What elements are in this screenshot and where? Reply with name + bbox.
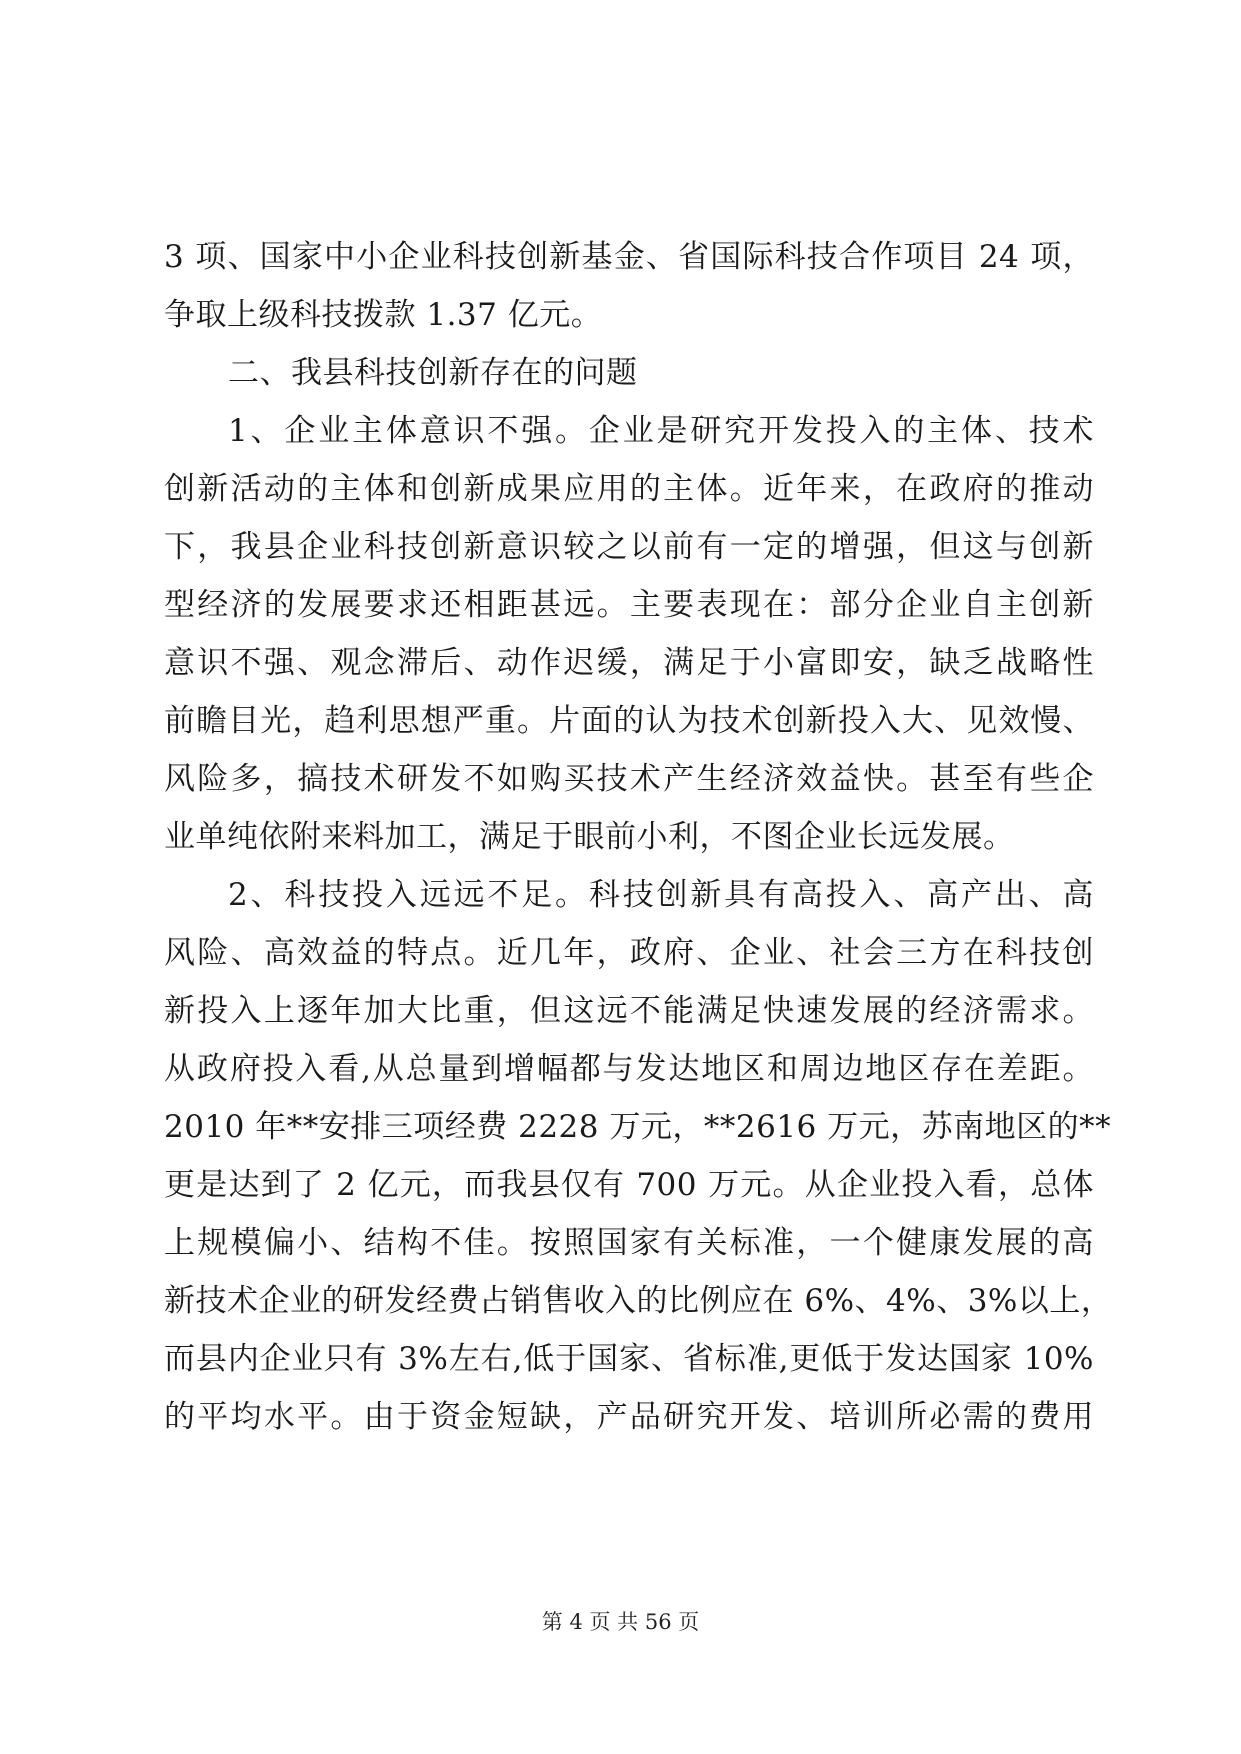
text-line: 3 项、国家中小企业科技创新基金、省国际科技合作项目 24 项， bbox=[164, 239, 1094, 275]
text-line: 前瞻目光，趋利思想严重。片面的认为技术创新投入大、见效慢、 bbox=[164, 703, 1094, 739]
text-line: 下，我县企业科技创新意识较之以前有一定的增强，但这与创新 bbox=[164, 529, 1094, 565]
text-line: 新投入上逐年加大比重，但这远不能满足快速发展的经济需求。 bbox=[164, 993, 1094, 1029]
text-line: 新技术企业的研发经费占销售收入的比例应在 6%、4%、3%以上， bbox=[164, 1283, 1113, 1319]
document-body bbox=[164, 228, 1113, 1446]
text-line: 风险、高效益的特点。近几年，政府、企业、社会三方在科技创 bbox=[164, 935, 1094, 971]
section-heading: 二、我县科技创新存在的问题 bbox=[228, 355, 638, 391]
text-line: 意识不强、观念滞后、动作迟缓，满足于小富即安，缺乏战略性 bbox=[164, 645, 1094, 681]
text-line: 争取上级科技拨款 1.37 亿元。 bbox=[164, 297, 603, 333]
text-line: 型经济的发展要求还相距甚远。主要表现在：部分企业自主创新 bbox=[164, 587, 1094, 623]
text-line: 创新活动的主体和创新成果应用的主体。近年来，在政府的推动 bbox=[164, 471, 1094, 507]
page-number-footer: 第 4 页 共 56 页 bbox=[541, 1610, 700, 1634]
text-line: 1、企业主体意识不强。企业是研究开发投入的主体、技术 bbox=[228, 413, 1094, 449]
text-line: 2、科技投入远远不足。科技创新具有高投入、高产出、高 bbox=[228, 877, 1094, 913]
text-line: 2010 年**安排三项经费 2228 万元，**2616 万元，苏南地区的** bbox=[164, 1109, 1112, 1145]
text-line: 业单纯依附来料加工，满足于眼前小利，不图企业长远发展。 bbox=[164, 819, 1015, 855]
text-line: 上规模偏小、结构不佳。按照国家有关标准，一个健康发展的高 bbox=[164, 1225, 1094, 1261]
text-line: 而县内企业只有 3%左右,低于国家、省标准,更低于发达国家 10% bbox=[164, 1341, 1094, 1377]
text-line: 风险多，搞技术研发不如购买技术产生经济效益快。甚至有些企 bbox=[164, 761, 1094, 797]
text-line: 更是达到了 2 亿元，而我县仅有 700 万元。从企业投入看，总体 bbox=[164, 1167, 1094, 1203]
text-line: 的平均水平。由于资金短缺，产品研究开发、培训所必需的费用 bbox=[164, 1399, 1094, 1435]
text-line: 从政府投入看,从总量到增幅都与发达地区和周边地区存在差距。 bbox=[164, 1051, 1094, 1087]
